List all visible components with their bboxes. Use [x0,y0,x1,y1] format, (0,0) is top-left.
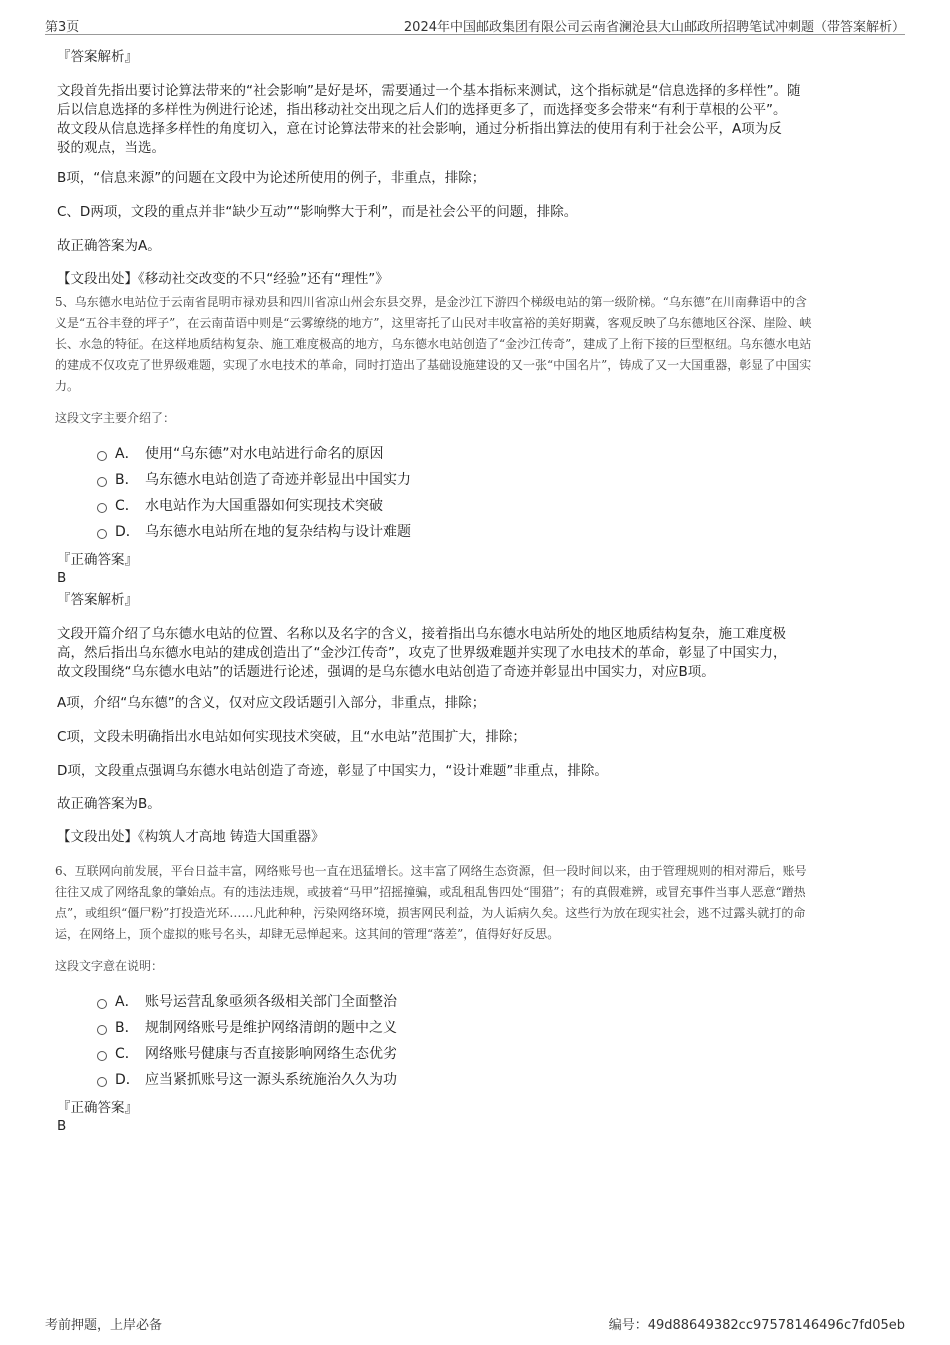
q6-option-a[interactable] [97,992,397,1012]
q5-option-c[interactable] [97,496,383,516]
option-text: 水电站作为大国重器如何实现技术突破 [145,498,383,514]
radio-button[interactable] [97,1051,107,1061]
option-text: 乌东德水电站创造了奇迹并彰显出中国实力 [145,472,411,488]
text-line: 后以信息选择的多样性为例进行论述，指出移动社交出现之后人们的选择更多了，而选择变多会带来“有利于草根的公平”。 [57,102,787,118]
text-line: 长、水急的特征。在这样地质结构复杂、施工难度极高的地方，乌东德水电站创造了“金沙江传奇”，建成了上衔下接的巨型枢纽。乌东德水电站 [55,337,812,351]
option-letter: B． [115,1020,139,1036]
q5-source: 【文段出处】《构筑人才高地 铸造大国重器》 [57,829,325,845]
q5-analysis-c: C项，文段未明确指出水电站如何实现技术突破，且“水电站”范围扩大，排除； [57,729,526,745]
text-line: 力。 [55,379,80,393]
option-letter: A． [115,994,139,1010]
q5-option-d[interactable] [97,522,411,542]
text-line: 点”，或组织“僵尸粉”打投造光环……凡此种种，污染网络环境，损害网民利益，为人诟病久矣。这些行为放在现实社会，逃不过露头就打的命 [55,906,806,920]
q6-answer-label: 『正确答案』 [57,1100,138,1116]
text-line: 文段首先指出要讨论算法带来的“社会影响”是好是坏，需要通过一个基本指标来测试，这个指标就是“信息选择的多样性”。随 [57,83,801,99]
footer-slogan: 考前押题，上岸必备 [45,1318,163,1333]
q5-prompt: 这段文字主要介绍了： [55,411,176,425]
q6-option-d[interactable] [97,1070,397,1090]
q6-prompt: 这段文字意在说明： [55,959,164,973]
text-line: 6、互联网向前发展，平台日益丰富，网络账号也一直在迅猛增长。这丰富了网络生态资源，但一段时间以来，由于管理规则的相对滞后，账号 [55,864,807,878]
radio-button[interactable] [97,1025,107,1035]
text-line: 故文段从信息选择多样性的角度切入，意在讨论算法带来的社会影响，通过分析指出算法的使用有利于社会公平，A项为反 [57,121,782,137]
option-letter: C． [115,498,139,514]
q6-option-c[interactable] [97,1044,397,1064]
text-line: 的建成不仅攻克了世界级难题，实现了水电技术的革命，同时打造出了基础设施建设的又一张“中国名片”，铸成了又一大国重器，彰显了中国实 [55,358,812,372]
text-line: 高，然后指出乌东德水电站的建成创造出了“金沙江传奇”，攻克了世界级难题并实现了水电技术的革命，彰显了中国实力， [57,645,787,661]
q4-analysis-b: B项，“信息来源”的问题在文段中为论述所使用的例子，非重点，排除； [57,170,486,186]
text-line: 往往又成了网络乱象的肇始点。有的违法违规，或披着“马甲”招摇撞骗，或乱租乱售四处“围猎”；有的真假难辨，或冒充事件当事人恶意“蹭热 [55,885,806,899]
text-line: 运，在网络上，顶个虚拟的账号名头，却肆无忌惮起来。这其间的管理“落差”，值得好好反思。 [55,927,560,941]
page-number: 第3页 [45,20,80,35]
q6-option-b[interactable] [97,1018,397,1038]
page-footer [45,1310,905,1333]
radio-button[interactable] [97,451,107,461]
option-letter: B． [115,472,139,488]
option-letter: D． [115,1072,140,1088]
q4-analysis-cd: C、D两项，文段的重点并非“缺少互动”“影响弊大于利”，而是社会公平的问题，排除。 [57,204,578,220]
q4-analysis-label: 『答案解析』 [57,49,138,65]
document-id: 编号：49d88649382cc97578146496c7fd05eb [608,1318,905,1333]
radio-button[interactable] [97,529,107,539]
q5-conclusion: 故正确答案为B。 [57,796,161,812]
radio-button[interactable] [97,503,107,513]
document-title: 2024年中国邮政集团有限公司云南省澜沧县大山邮政所招聘笔试冲刺题（带答案解析） [403,20,905,35]
radio-button[interactable] [97,477,107,487]
q4-analysis-paragraph [57,82,800,158]
q5-option-a[interactable] [97,444,384,464]
option-text: 使用“乌东德”对水电站进行命名的原因 [145,446,384,462]
text-line: 文段开篇介绍了乌东德水电站的位置、名称以及名字的含义，接着指出乌东德水电站所处的地区地质结构复杂，施工难度极 [57,626,786,642]
option-text: 应当紧抓账号这一源头系统施治久久为功 [145,1072,397,1088]
option-letter: D． [115,524,140,540]
radio-button[interactable] [97,999,107,1009]
q5-answer-label: 『正确答案』 [57,552,138,568]
option-text: 乌东德水电站所在地的复杂结构与设计难题 [145,524,411,540]
q6-stem [55,861,807,945]
q4-source: 【文段出处】《移动社交改变的不只“经验”还有“理性”》 [57,271,389,287]
option-letter: A． [115,446,139,462]
q5-analysis-label: 『答案解析』 [57,592,138,608]
text-line: 义是“五谷丰登的坪子”，在云南苗语中则是“云雾缭绕的地方”，这里寄托了山民对丰收富裕的美好期冀，客观反映了乌东德地区谷深、崖险、峡 [55,316,812,330]
page-header [45,14,905,35]
q5-option-b[interactable] [97,470,411,490]
q4-conclusion: 故正确答案为A。 [57,238,161,254]
text-line: 5、乌东德水电站位于云南省昆明市禄劝县和四川省凉山州会东县交界，是金沙江下游四个梯级电站的第一级阶梯。“乌东德”在川南彝语中的含 [55,295,807,309]
q5-analysis-d: D项，文段重点强调乌东德水电站创造了奇迹，彰显了中国实力，“设计难题”非重点，排除。 [57,763,608,779]
option-letter: C． [115,1046,139,1062]
q5-answer: B [57,570,67,586]
text-line: 驳的观点，当选。 [57,140,165,156]
option-text: 规制网络账号是维护网络清朗的题中之义 [145,1020,397,1036]
text-line: 故文段围绕“乌东德水电站”的话题进行论述，强调的是乌东德水电站创造了奇迹并彰显出中国实力，对应B项。 [57,664,715,680]
radio-button[interactable] [97,1077,107,1087]
option-text: 账号运营乱象亟须各级相关部门全面整治 [145,994,397,1010]
q5-analysis-a: A项，介绍“乌东德”的含义，仅对应文段话题引入部分，非重点，排除； [57,695,486,711]
q5-stem [55,292,812,397]
q5-analysis-paragraph [57,625,787,682]
option-text: 网络账号健康与否直接影响网络生态优劣 [145,1046,397,1062]
q6-answer: B [57,1118,67,1134]
